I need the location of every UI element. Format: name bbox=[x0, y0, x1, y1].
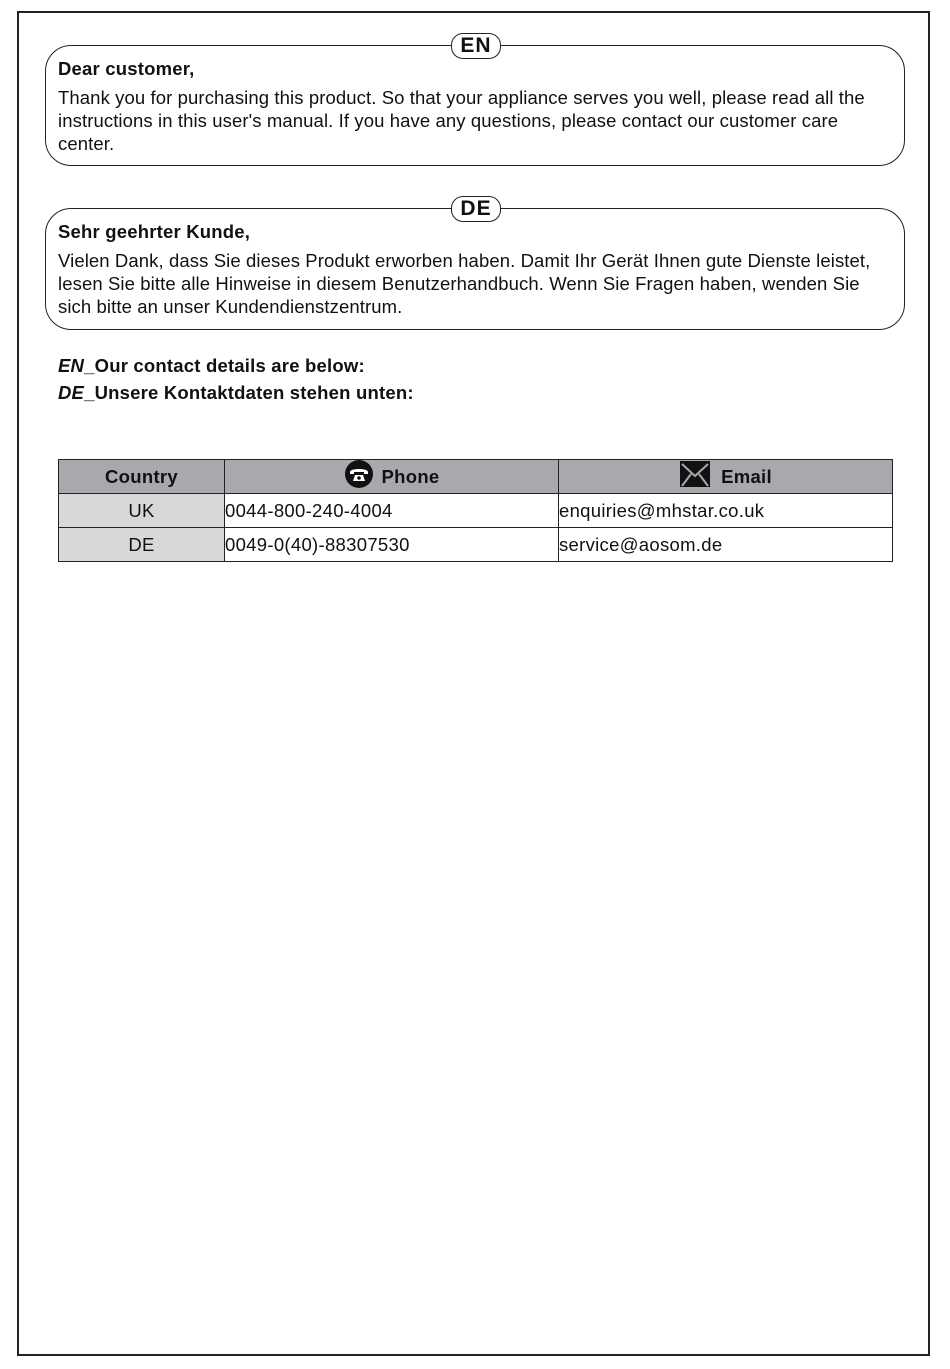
contact-intro-en bbox=[58, 355, 365, 377]
contact-table-header-row bbox=[59, 460, 893, 494]
email-cell: enquiries@mhstar.co.uk bbox=[559, 494, 893, 528]
en-section bbox=[45, 34, 905, 166]
en-language-tag: EN bbox=[451, 33, 501, 59]
contact-intro-de bbox=[58, 382, 414, 404]
contact-intro-en-text: _Our contact details are below: bbox=[84, 355, 365, 376]
envelope-icon bbox=[679, 460, 711, 493]
de-greeting: Sehr geehrter Kunde, bbox=[58, 221, 251, 242]
contact-intro-de-text: _Unsere Kontaktdaten stehen unten: bbox=[84, 382, 414, 403]
contact-intro-en-prefix: EN bbox=[58, 355, 85, 376]
email-column-header bbox=[559, 460, 893, 494]
contact-table bbox=[58, 459, 893, 562]
phone-column-label: Phone bbox=[381, 465, 440, 487]
email-column-label: Email bbox=[721, 465, 772, 487]
table-row bbox=[59, 494, 893, 528]
country-column-header: Country bbox=[59, 460, 225, 494]
phone-column-header bbox=[225, 460, 559, 494]
contact-intro-de-prefix: DE bbox=[58, 382, 85, 403]
de-section bbox=[45, 197, 905, 330]
en-body-text: Thank you for purchasing this product. So that your appliance serves you well, please read all the instructions in this user's manual. If you have any questions, please contact our customer care center. bbox=[58, 87, 865, 154]
de-body-text: Vielen Dank, dass Sie dieses Produkt erworben haben. Damit Ihr Gerät Ihnen gute Dienste leistet, lesen Sie bitte alle Hinweise in diesem Benutzerhandbuch. Wenn Sie Fragen haben, wenden Sie sich bitte an unser Kundendienstzentrum. bbox=[58, 250, 871, 317]
de-language-tag: DE bbox=[451, 196, 501, 222]
telephone-icon bbox=[343, 460, 375, 493]
en-greeting: Dear customer, bbox=[58, 58, 195, 79]
country-cell: UK bbox=[59, 494, 225, 528]
email-cell: service@aosom.de bbox=[559, 528, 893, 562]
table-row bbox=[59, 528, 893, 562]
country-cell: DE bbox=[59, 528, 225, 562]
phone-cell: 0049-0(40)-88307530 bbox=[225, 528, 559, 562]
phone-cell: 0044-800-240-4004 bbox=[225, 494, 559, 528]
